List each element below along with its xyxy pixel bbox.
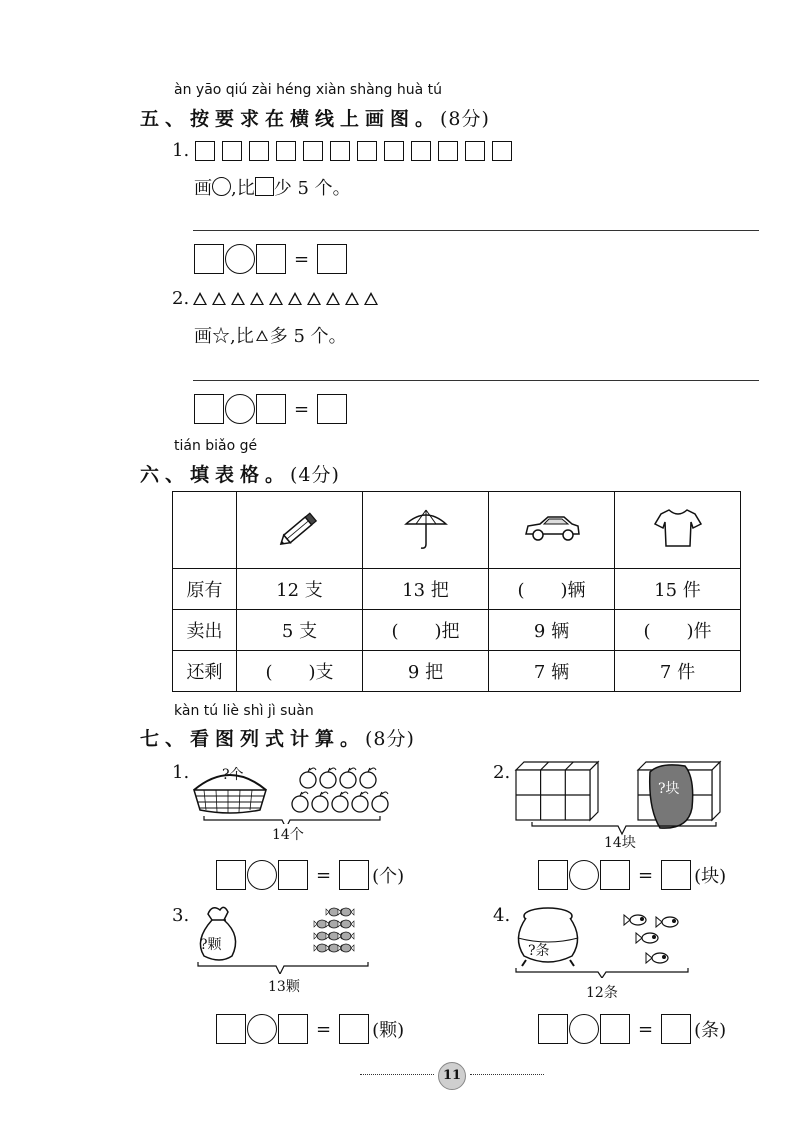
problem-number: 2. [493,762,511,783]
result-box[interactable] [339,860,369,890]
unit-label: (条) [694,1020,727,1041]
section5-title: 五、按要求在横线上画图。 [140,108,441,130]
goldfish-icon [636,933,658,943]
answer-cell[interactable]: ( )辆 [489,569,615,610]
table-cell: 9 把 [363,651,489,692]
table-corner-cell [173,492,237,569]
instruction-text: 画 [194,326,212,347]
apple-icon [300,768,316,788]
equals-sign: = [316,864,332,886]
answer-line[interactable] [193,230,759,231]
section5-heading [140,104,490,131]
square-shape [249,141,269,161]
candy-icon [338,944,354,952]
apple-icon [340,768,356,788]
goldfish-icon [656,917,678,927]
equals-sign: = [638,864,654,886]
answer-box[interactable] [538,860,568,890]
triangle-shape [345,292,359,305]
total-label: 14块 [604,835,636,851]
triangle-shape [231,292,245,305]
goldfish-icon [624,915,646,925]
operator-circle[interactable] [247,860,277,890]
instruction-text: 画 [194,178,212,199]
candy-icon [338,932,354,940]
umbrella-icon [401,504,451,552]
table-row [173,569,741,610]
umbrella-cell [363,492,489,569]
table-cell: 9 辆 [489,610,615,651]
table-row [173,651,741,692]
section6-heading [140,460,340,487]
triangle-shape [288,292,302,305]
table-cell: 15 件 [615,569,741,610]
equation-row [538,860,726,890]
candy-icon [338,920,354,928]
answer-box[interactable] [600,1014,630,1044]
triangle-shape [212,292,226,305]
row-label: 卖出 [173,610,237,651]
unit-label: (块) [694,866,727,887]
result-box[interactable] [339,1014,369,1044]
table-cell: 7 件 [615,651,741,692]
operator-circle[interactable] [247,1014,277,1044]
instruction-text: 多 5 个。 [269,326,347,347]
apple-icon [320,768,336,788]
triangle-shape [326,292,340,305]
unit-label: (个) [372,866,405,887]
square-row [195,140,519,161]
square-shape [357,141,377,161]
section7-heading [140,724,415,751]
equals-sign: = [316,1018,332,1040]
instruction-text: ,比 [230,326,254,347]
equals-sign: = [294,248,310,270]
answer-cell[interactable]: ( )件 [615,610,741,651]
table-cell: 13 把 [363,569,489,610]
triangle-icon [256,330,268,341]
hidden-count-label: ?块 [658,781,680,797]
hidden-count-label: ?颗 [200,937,222,953]
answer-box[interactable] [216,860,246,890]
answer-box[interactable] [194,244,224,274]
result-box[interactable] [317,244,347,274]
square-shape [195,141,215,161]
square-shape [384,141,404,161]
answer-cell[interactable]: ( )把 [363,610,489,651]
triangle-shape [250,292,264,305]
apple-icon [332,792,348,812]
triangle-shape [193,292,207,305]
equals-sign: = [638,1018,654,1040]
hidden-count-label: ?个 [222,767,244,783]
square-shape [222,141,242,161]
car-cell [489,492,615,569]
answer-box[interactable] [256,394,286,424]
square-shape [303,141,323,161]
equals-sign: = [294,398,310,420]
total-label: 14个 [272,827,304,843]
equation-row [538,1014,726,1044]
triangle-shape [269,292,283,305]
square-shape [330,141,350,161]
operator-circle[interactable] [225,244,255,274]
answer-box[interactable] [278,860,308,890]
square-shape [411,141,431,161]
section7-points: (8分) [365,728,415,750]
equation-row [216,1014,404,1044]
footer-divider [470,1074,544,1075]
goldfish-icon [646,953,668,963]
answer-box[interactable] [216,1014,246,1044]
equation-row [194,394,347,424]
triangle-shape [364,292,378,305]
apple-icon [360,768,376,788]
apple-basket-figure [190,760,390,824]
instruction-text: ,比 [231,178,255,199]
footer-divider [360,1074,434,1075]
total-label: 12条 [586,985,618,1001]
square-shape [276,141,296,161]
shirt-cell [615,492,741,569]
square-icon [255,177,274,196]
section5-pinyin: àn yāo qiú zài héng xiàn shàng huà tú [174,82,443,98]
row-label: 还剩 [173,651,237,692]
section6-pinyin: tián biǎo gé [174,438,258,454]
candy-icon [338,908,354,916]
equation-row [216,860,404,890]
square-shape [465,141,485,161]
section7-title: 七、看图列式计算。 [140,728,366,750]
apple-icon [352,792,368,812]
equation-row [194,244,347,274]
answer-box[interactable] [600,860,630,890]
operator-circle[interactable] [225,394,255,424]
star-icon: ☆ [212,326,230,347]
apple-icon [372,792,388,812]
hidden-count-label: ?条 [528,943,550,959]
section5-points: (8分) [440,108,490,130]
answer-cell[interactable]: ( )支 [237,651,363,692]
instruction-text: 少 5 个。 [273,178,351,199]
unit-label: (颗) [372,1020,405,1041]
sales-table [172,491,741,692]
table-header-row [173,492,741,569]
page-number: 11 [438,1062,466,1090]
table-cell: 7 辆 [489,651,615,692]
circle-icon [212,177,231,196]
result-box[interactable] [317,394,347,424]
question-number: 2. [172,288,190,309]
pencil-icon [275,506,325,550]
shirt-icon [653,506,703,550]
square-shape [438,141,458,161]
answer-box[interactable] [538,1014,568,1044]
section6-points: (4分) [290,464,340,486]
q1-instruction [194,174,351,200]
cube-blocks-figure [510,758,725,836]
pencil-cell [237,492,363,569]
page-footer [356,1062,546,1088]
answer-box[interactable] [256,244,286,274]
problem-number: 4. [493,905,511,926]
question-number: 1. [172,140,190,161]
square-shape [492,141,512,161]
table-cell: 12 支 [237,569,363,610]
triangle-shape [307,292,321,305]
result-box[interactable] [661,860,691,890]
operator-circle[interactable] [569,1014,599,1044]
q2-instruction [194,322,347,348]
car-icon [522,510,582,546]
operator-circle[interactable] [569,860,599,890]
section7-pinyin: kàn tú liè shì jì suàn [174,703,314,719]
answer-box[interactable] [194,394,224,424]
triangle-row [193,290,383,309]
apple-icon [292,792,308,812]
table-row [173,610,741,651]
problem-number: 1. [172,762,190,783]
answer-line[interactable] [193,380,759,381]
row-label: 原有 [173,569,237,610]
total-label: 13颗 [268,979,300,995]
result-box[interactable] [661,1014,691,1044]
answer-box[interactable] [278,1014,308,1044]
table-cell: 5 支 [237,610,363,651]
section6-title: 六、填表格。 [140,464,291,486]
problem-number: 3. [172,905,190,926]
apple-icon [312,792,328,812]
